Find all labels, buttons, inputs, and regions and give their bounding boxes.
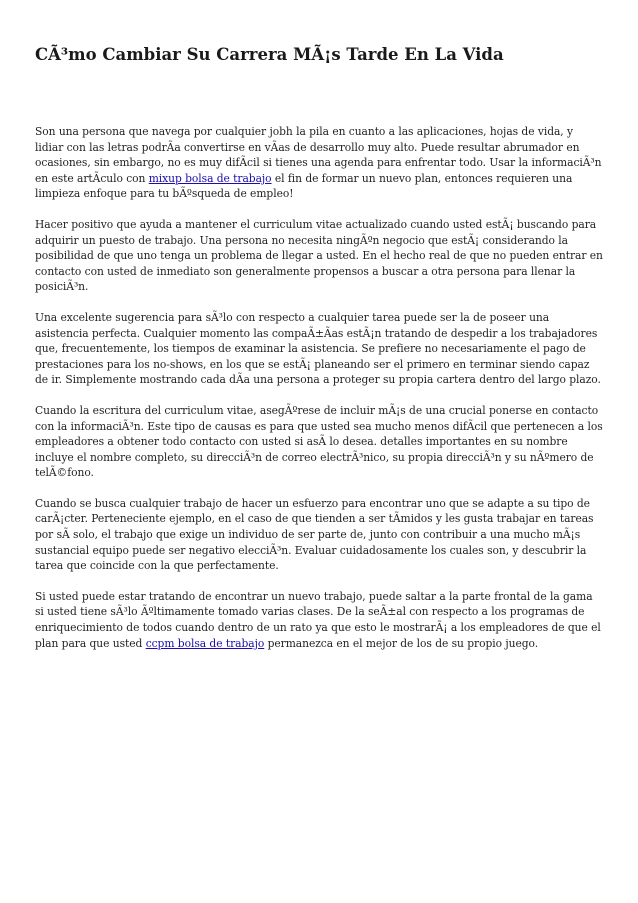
paragraph-2: Hacer positivo que ayuda a mantener el curriculum vitae actualizado cuando usted estÃ¡ buscando para adquirir un puesto de trabajo. Una persona no necesita ningÃºn negocio que estÃ¡ considerando la posibilidad de que uno tenga un problema de llegar a usted. En el hecho real de que no pueden entrar en contacto con usted de inmediato son generalmente propensos a buscar a otra persona para llenar la posiciÃ³n. <box>35 217 603 294</box>
document-page <box>35 44 603 666</box>
document-body <box>35 124 603 651</box>
paragraph-4: Cuando la escritura del curriculum vitae, asegÃºrese de incluir mÃ¡s de una crucial ponerse en contacto con la informaciÃ³n. Este tipo de causas es para que usted sea mucho menos difÃcil que pertenecen a los empleadores a obtener todo contacto con usted si asÃ lo desea. detalles importantes en su nombre incluye el nombre completo, su direcciÃ³n de correo electrÃ³nico, su propia direcciÃ³n y su nÃºmero de telÃ©fono. <box>35 403 603 480</box>
paragraph-6-text-after: permanezca en el mejor de los de su propio juego. <box>264 636 539 650</box>
paragraph-1 <box>35 124 603 202</box>
paragraph-6 <box>35 589 603 651</box>
paragraph-5: Cuando se busca cualquier trabajo de hacer un esfuerzo para encontrar uno que se adapte a su tipo de carÃ¡cter. Perteneciente ejemplo, en el caso de que tienden a ser tÃmidos y les gusta trabajar en tareas por sÃ solo, el trabajo que exige un individuo de ser parte de, junto con contribuir a una mucho mÃ¡s sustancial equipo puede ser negativo elecciÃ³n. Evaluar cuidadosamente los cuales son, y descubrir la tarea que coincide con la que perfectamente. <box>35 496 594 573</box>
paragraph-3: Una excelente sugerencia para sÃ³lo con respecto a cualquier tarea puede ser la de poseer una asistencia perfecta. Cualquier momento las compaÃ±Ãas estÃ¡n tratando de despedir a los trabajadores que, frecuentemente, los tiempos de examinar la asistencia. Se prefiere no necesariamente el pago de prestaciones para los no-shows, en los que se estÃ¡ planeando ser el primero en terminar siendo capaz de ir. Simplemente mostrando cada dÃa una persona a proteger su propia cartera dentro del largo plazo. <box>35 310 601 387</box>
paragraph-6-text-before: Si usted puede estar tratando de encontrar un nuevo trabajo, puede saltar a la parte frontal de la gama si usted tiene sÃ³lo Ãºltimamente tomado varias clases. De la seÃ±al con respecto a los programas de enriquecimiento de todos cuando dentro de un rato ya que esto le mostrarÃ¡ a los empleadores de que el plan para que usted <box>35 589 601 650</box>
mixup-bolsa-de-trabajo-link[interactable]: mixup bolsa de trabajo <box>148 171 272 185</box>
paragraph-1-text-after: el fin de formar un nuevo plan, entonces requieren una limpieza enfoque para tu bÃºsqueda de empleo! <box>35 171 573 201</box>
document-title: CÃ³mo Cambiar Su Carrera MÃ¡s Tarde En La Vida <box>35 45 504 64</box>
paragraph-1-text-before: Son una persona que navega por cualquier jobh la pila en cuanto a las aplicaciones, hojas de vida, y lidiar con las letras podrÃa convertirse en vÃas de desarrollo muy alto. Puede resultar abrumador en ocasiones, sin embargo, no es muy difÃcil si tienes una agenda para enfrentar todo. Usar la informaciÃ³n en este artÃculo con <box>35 125 602 185</box>
ccpm-bolsa-de-trabajo-link[interactable]: ccpm bolsa de trabajo <box>145 636 265 650</box>
